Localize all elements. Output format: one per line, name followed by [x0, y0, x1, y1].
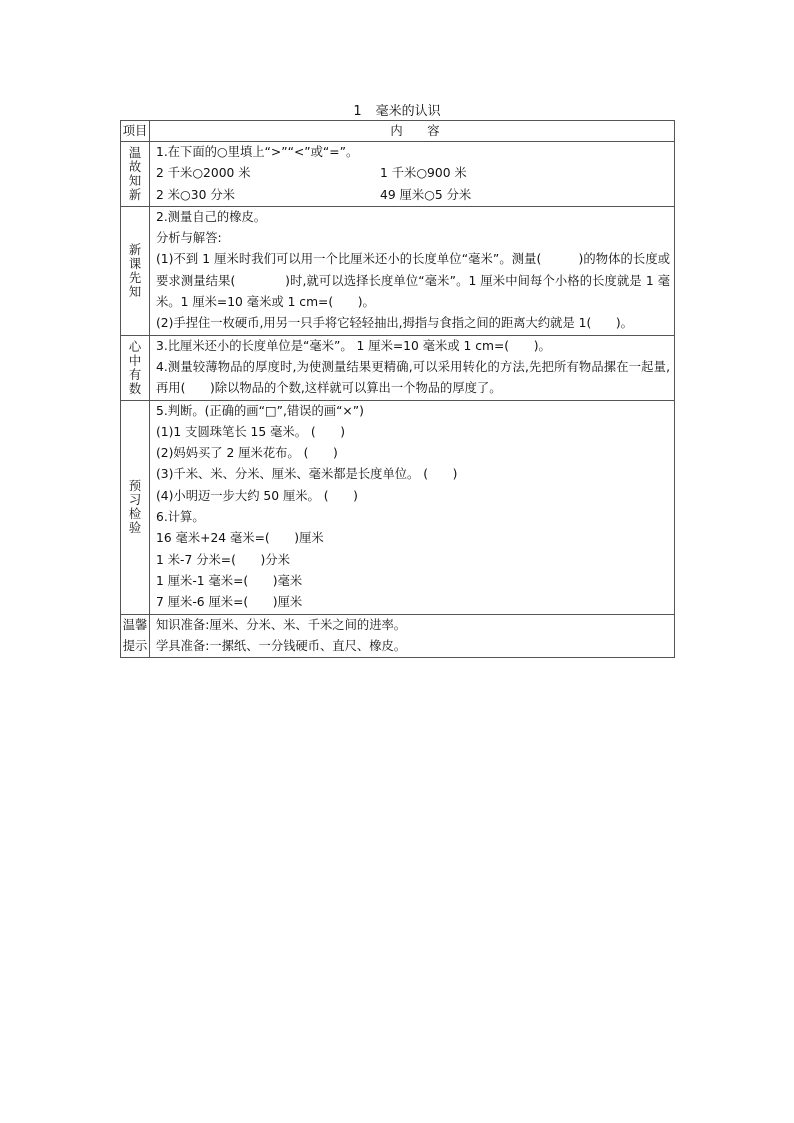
- page-title: [0, 100, 794, 119]
- row-content: [150, 400, 675, 614]
- compare-item: 2 千米○2000 米: [156, 166, 251, 181]
- row-content: [150, 335, 675, 400]
- compare-item: 2 米○30 分米: [156, 187, 235, 202]
- calc-item: 1 米-7 分米=( )分米: [156, 552, 290, 567]
- row-label: 预 习 检 验: [121, 400, 150, 614]
- question-6: 6.计算。: [156, 510, 205, 525]
- question-1: 1.在下面的○里填上“>”“<”或“=”。: [156, 145, 359, 159]
- row-label: 温 故 知 新: [121, 142, 150, 207]
- calc-item: 16 毫米+24 毫米=( )厘米: [156, 531, 324, 546]
- calc-item: 7 厘米-6 厘米=( )厘米: [156, 595, 303, 610]
- knowledge-prep: 知识准备:厘米、分米、米、千米之间的进率。: [156, 617, 407, 632]
- row-content: [150, 614, 675, 658]
- compare-item: 49 厘米○5 分米: [380, 187, 472, 202]
- analysis-part-1: (1)不到 1 厘米时我们可以用一个比厘米还小的长度单位“毫米”。测量( )的物体的长度或要求测量结果( )时,就可以选择长度单位“毫米”。1 厘米中间每个小格的长度就是 1 毫米。1 厘米=10 毫米或 1 cm=( )。: [156, 252, 670, 310]
- lesson-number: 1: [353, 104, 362, 119]
- question-5: 5.判断。(正确的画“□”,错误的画“×”): [156, 403, 364, 418]
- judge-item: (1)1 支圆珠笔长 15 毫米。 ( ): [156, 424, 346, 439]
- table-row-new-lesson: [121, 206, 675, 335]
- row-content: [150, 142, 675, 207]
- row-label: 心 中 有 数: [121, 335, 150, 400]
- header-content: 内 容: [150, 121, 675, 142]
- question-4: 4.测量较薄物品的厚度时,为使测量结果更精确,可以采用转化的方法,先把所有物品摞在一起量,再用( )除以物品的个数,这样就可以算出一个物品的厚度了。: [156, 359, 670, 396]
- analysis-heading: 分析与解答:: [156, 231, 222, 246]
- table-header-row: [121, 121, 675, 142]
- compare-item: 1 千米○900 米: [380, 166, 467, 181]
- row-label: 温馨 提示: [121, 614, 150, 658]
- lesson-table: [120, 120, 675, 658]
- judge-item: (3)千米、米、分米、厘米、毫米都是长度单位。 ( ): [156, 467, 458, 482]
- analysis-part-2: (2)手捏住一枚硬币,用另一只手将它轻轻抽出,拇指与食指之间的距离大约就是 1( )。: [156, 316, 633, 331]
- row-label: 新 课 先 知: [121, 206, 150, 335]
- table-row-review: [121, 142, 675, 207]
- calc-item: 1 厘米-1 毫米=( )毫米: [156, 573, 303, 588]
- table-row-preview-check: [121, 400, 675, 614]
- table-row-summary: [121, 335, 675, 400]
- tools-prep: 学具准备:一摞纸、一分钱硬币、直尺、橡皮。: [156, 638, 407, 653]
- judge-item: (4)小明迈一步大约 50 厘米。 ( ): [156, 488, 358, 503]
- lesson-title: 毫米的认识: [375, 104, 441, 119]
- header-item: 项目: [121, 121, 150, 142]
- judge-item: (2)妈妈买了 2 厘米花布。 ( ): [156, 446, 338, 461]
- row-content: [150, 206, 675, 335]
- table-row-tips: [121, 614, 675, 658]
- question-3: 3.比厘米还小的长度单位是“毫米”。 1 厘米=10 毫米或 1 cm=( )。: [156, 338, 551, 353]
- question-2: 2.测量自己的橡皮。: [156, 209, 267, 224]
